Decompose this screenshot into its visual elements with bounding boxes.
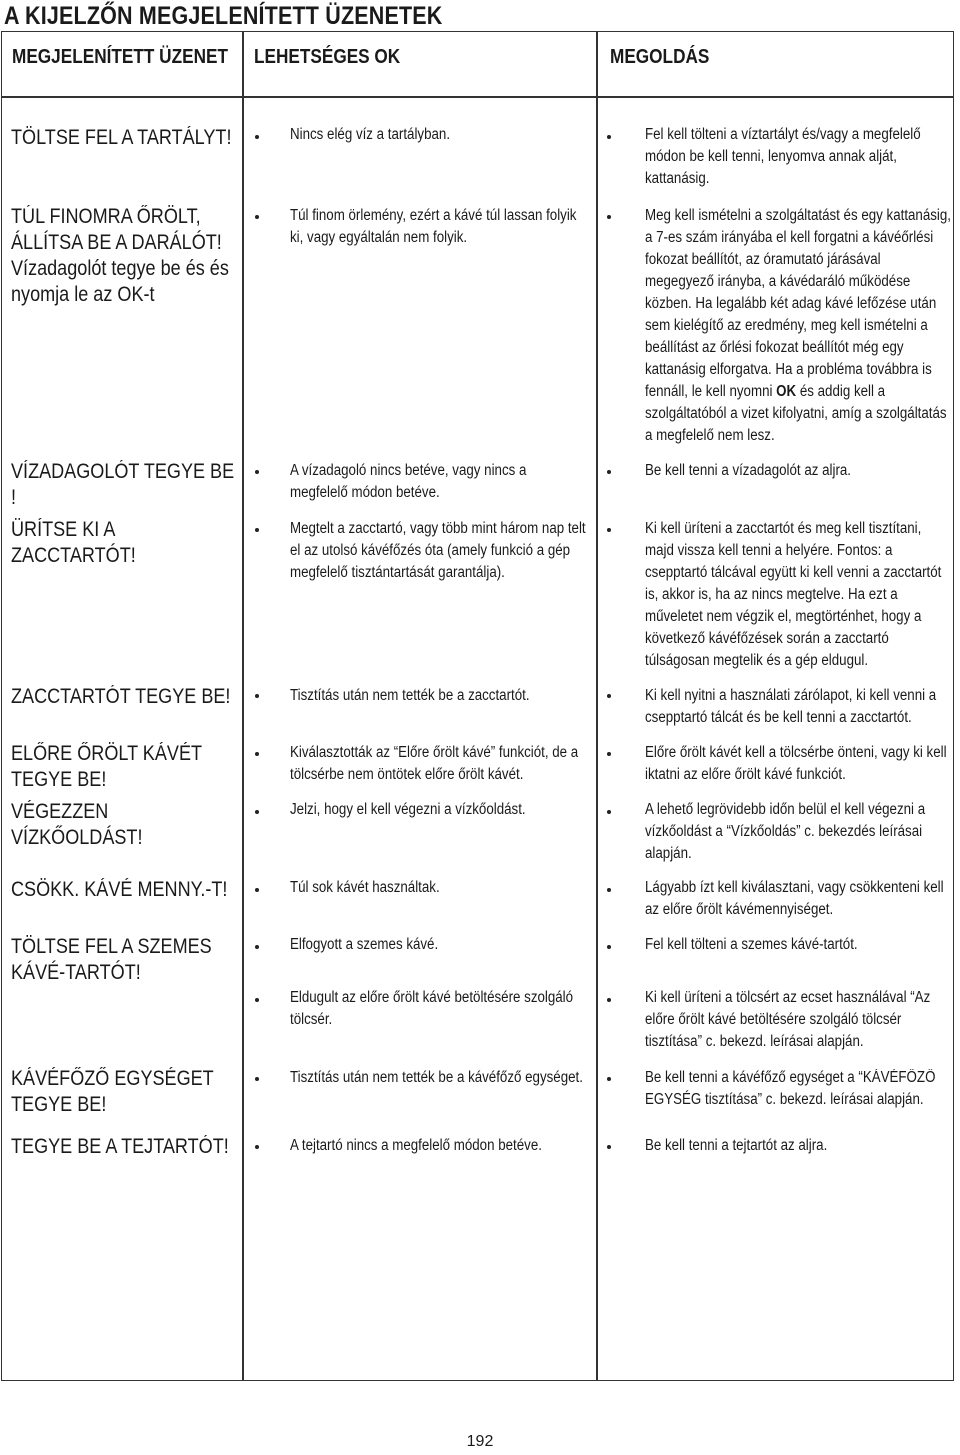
row-cause: Elfogyott a szemes kávé.	[290, 936, 439, 953]
row-solution: Ki kell nyitni a használati zárólapot, ki kell venni a csepptartó tálcát és be kell tenni a zacctartót.	[645, 687, 937, 726]
bullet-icon	[255, 945, 259, 949]
row-cause: Túl finom örlemény, ezért a kávé túl lassan folyik ki, vagy egyáltalán nem folyik.	[290, 207, 577, 246]
solution-text: és addig kell a szolgáltatóból a vizet kifolyatni, amíg a szolgáltatás a megfelelő nem lesz.	[645, 383, 947, 444]
header-divider	[1, 96, 954, 98]
row-solution	[645, 205, 952, 447]
bullet-icon	[255, 694, 259, 698]
row-solution: Ki kell üríteni a tölcsért az ecset használával “Az előre őrölt kávé betöltésére szolgáló tölcsér tisztítása” c. bekezd. leírásai alapján.	[645, 989, 931, 1050]
row-solution: Lágyabb ízt kell kiválasztani, vagy csökkenteni kell az előre őrölt kávémennyiséget.	[645, 879, 944, 918]
row-solution: Előre őrölt kávét kell a tölcsérbe önteni, vagy ki kell iktatni az előre őrölt kávé funkciót.	[645, 744, 947, 783]
column-divider	[596, 31, 598, 1381]
bullet-icon	[255, 752, 259, 756]
page-title: A KIJELZŐN MEGJELENÍTETT ÜZENETEK	[4, 2, 443, 30]
row-cause: Jelzi, hogy el kell végezni a vízkőoldást.	[290, 801, 526, 818]
bullet-icon	[607, 470, 611, 474]
row-cause: Túl sok kávét használtak.	[290, 879, 440, 896]
header-message: MEGJELENÍTETT ÜZENET	[12, 46, 228, 68]
bullet-icon	[607, 135, 611, 139]
bullet-icon	[255, 1077, 259, 1081]
row-solution: Fel kell tölteni a víztartályt és/vagy a megfelelő módon be kell tenni, lenyomva annak alját, kattanásig.	[645, 126, 921, 187]
bullet-icon	[607, 1145, 611, 1149]
bullet-icon	[255, 135, 259, 139]
bullet-icon	[607, 528, 611, 532]
row-cause: A vízadagoló nincs betéve, vagy nincs a megfelelő módon betéve.	[290, 462, 527, 501]
row-message: ÜRÍTSE KI A ZACCTARTÓT!	[11, 518, 136, 567]
bullet-icon	[255, 1145, 259, 1149]
bullet-icon	[255, 528, 259, 532]
bullet-icon	[607, 945, 611, 949]
bullet-icon	[255, 810, 259, 814]
column-divider	[242, 31, 244, 1381]
bullet-icon	[607, 810, 611, 814]
bullet-icon	[607, 215, 611, 219]
row-cause: Kiválasztották az “Előre őrölt kávé” funkciót, de a tölcsérbe nem öntötek előre őrölt kávét.	[290, 744, 579, 783]
row-message: ZACCTARTÓT TEGYE BE!	[11, 685, 231, 708]
row-message: TÖLTSE FEL A SZEMES KÁVÉ-TARTÓT!	[11, 935, 212, 984]
row-cause: Nincs elég víz a tartályban.	[290, 126, 451, 143]
header-cause: LEHETSÉGES OK	[254, 46, 401, 68]
row-message: TÖLTSE FEL A TARTÁLYT!	[11, 126, 232, 149]
solution-text: Meg kell ismételni a szolgáltatást és egy kattanásig, a 7-es szám irányába el kell forgatni a kávéőrlési fokozat beállítót, az óramutató járásával megegyező irányba, a kávédaráló működése közben. Ha legalább két adag kávé lefőzése után sem kielégítő az eredmény, meg kell ismételni a beállítást az őrlési fokozat beállítót még egy kattanásig elforgatva. Ha a probléma továbbra is fennáll, le kell nyomni	[645, 207, 952, 400]
row-solution: Ki kell üríteni a zacctartót és meg kell tisztítani, majd vissza kell tenni a helyére. Fontos: a csepptartó tálcával együtt ki kell venni a zacctartót is, akkor is, ha az nincs megtelve. Ha ezt a műveletet nem végzik el, megtörténhet, hogy a következő kávéfőzések során a zacctartó túlságosan megtelik és a gép eldugul.	[645, 520, 942, 669]
row-message: TÚL FINOMRA ŐRÖLT, ÁLLÍTSA BE A DARÁLÓT! Vízadagolót tegye be és és nyomja le az OK-t	[11, 205, 229, 306]
row-message: TEGYE BE A TEJTARTÓT!	[11, 1135, 229, 1158]
bullet-icon	[607, 998, 611, 1002]
bullet-icon	[607, 888, 611, 892]
row-cause: Megtelt a zacctartó, vagy több mint három nap telt el az utolsó kávéfőzés óta (amely funkció a gép megfelelő tisztántartását garantálja).	[290, 520, 586, 581]
row-message: VÉGEZZEN VÍZKŐOLDÁST!	[11, 800, 143, 849]
bullet-icon	[255, 888, 259, 892]
bullet-icon	[255, 470, 259, 474]
row-message: VÍZADAGOLÓT TEGYE BE !	[11, 460, 235, 509]
bullet-icon	[255, 998, 259, 1002]
bullet-icon	[607, 694, 611, 698]
row-solution: A lehető legrövidebb időn belül el kell végezni a vízkőoldást a “Vízkőoldás” c. bekezdés leírásai alapján.	[645, 801, 926, 862]
row-cause: Tisztítás után nem tették be a kávéfőző egységet.	[290, 1069, 583, 1086]
ok-key-label: OK	[776, 383, 797, 400]
row-cause: Tisztítás után nem tették be a zacctartót.	[290, 687, 530, 704]
row-cause: A tejtartó nincs a megfelelő módon betéve.	[290, 1137, 542, 1154]
bullet-icon	[255, 215, 259, 219]
row-solution: Be kell tenni a vízadagolót az aljra.	[645, 462, 851, 479]
bullet-icon	[607, 1077, 611, 1081]
row-solution: Be kell tenni a tejtartót az aljra.	[645, 1137, 828, 1154]
row-message: KÁVÉFŐZŐ EGYSÉGET TEGYE BE!	[11, 1067, 214, 1116]
row-message: CSÖKK. KÁVÉ MENNY.-T!	[11, 878, 228, 901]
row-solution: Fel kell tölteni a szemes kávé-tartót.	[645, 936, 858, 953]
header-solution: MEGOLDÁS	[610, 46, 710, 68]
row-cause: Eldugult az előre őrölt kávé betöltésére szolgáló tölcsér.	[290, 989, 574, 1028]
page-number: 192	[466, 1433, 494, 1450]
row-solution: Be kell tenni a kávéfőző egységet a “KÁVÉFŐZŐ EGYSÉG tisztítása” c. bekezd. leírásai alapján.	[645, 1069, 936, 1108]
bullet-icon	[607, 752, 611, 756]
row-message: ELŐRE ŐRÖLT KÁVÉT TEGYE BE!	[11, 742, 202, 791]
